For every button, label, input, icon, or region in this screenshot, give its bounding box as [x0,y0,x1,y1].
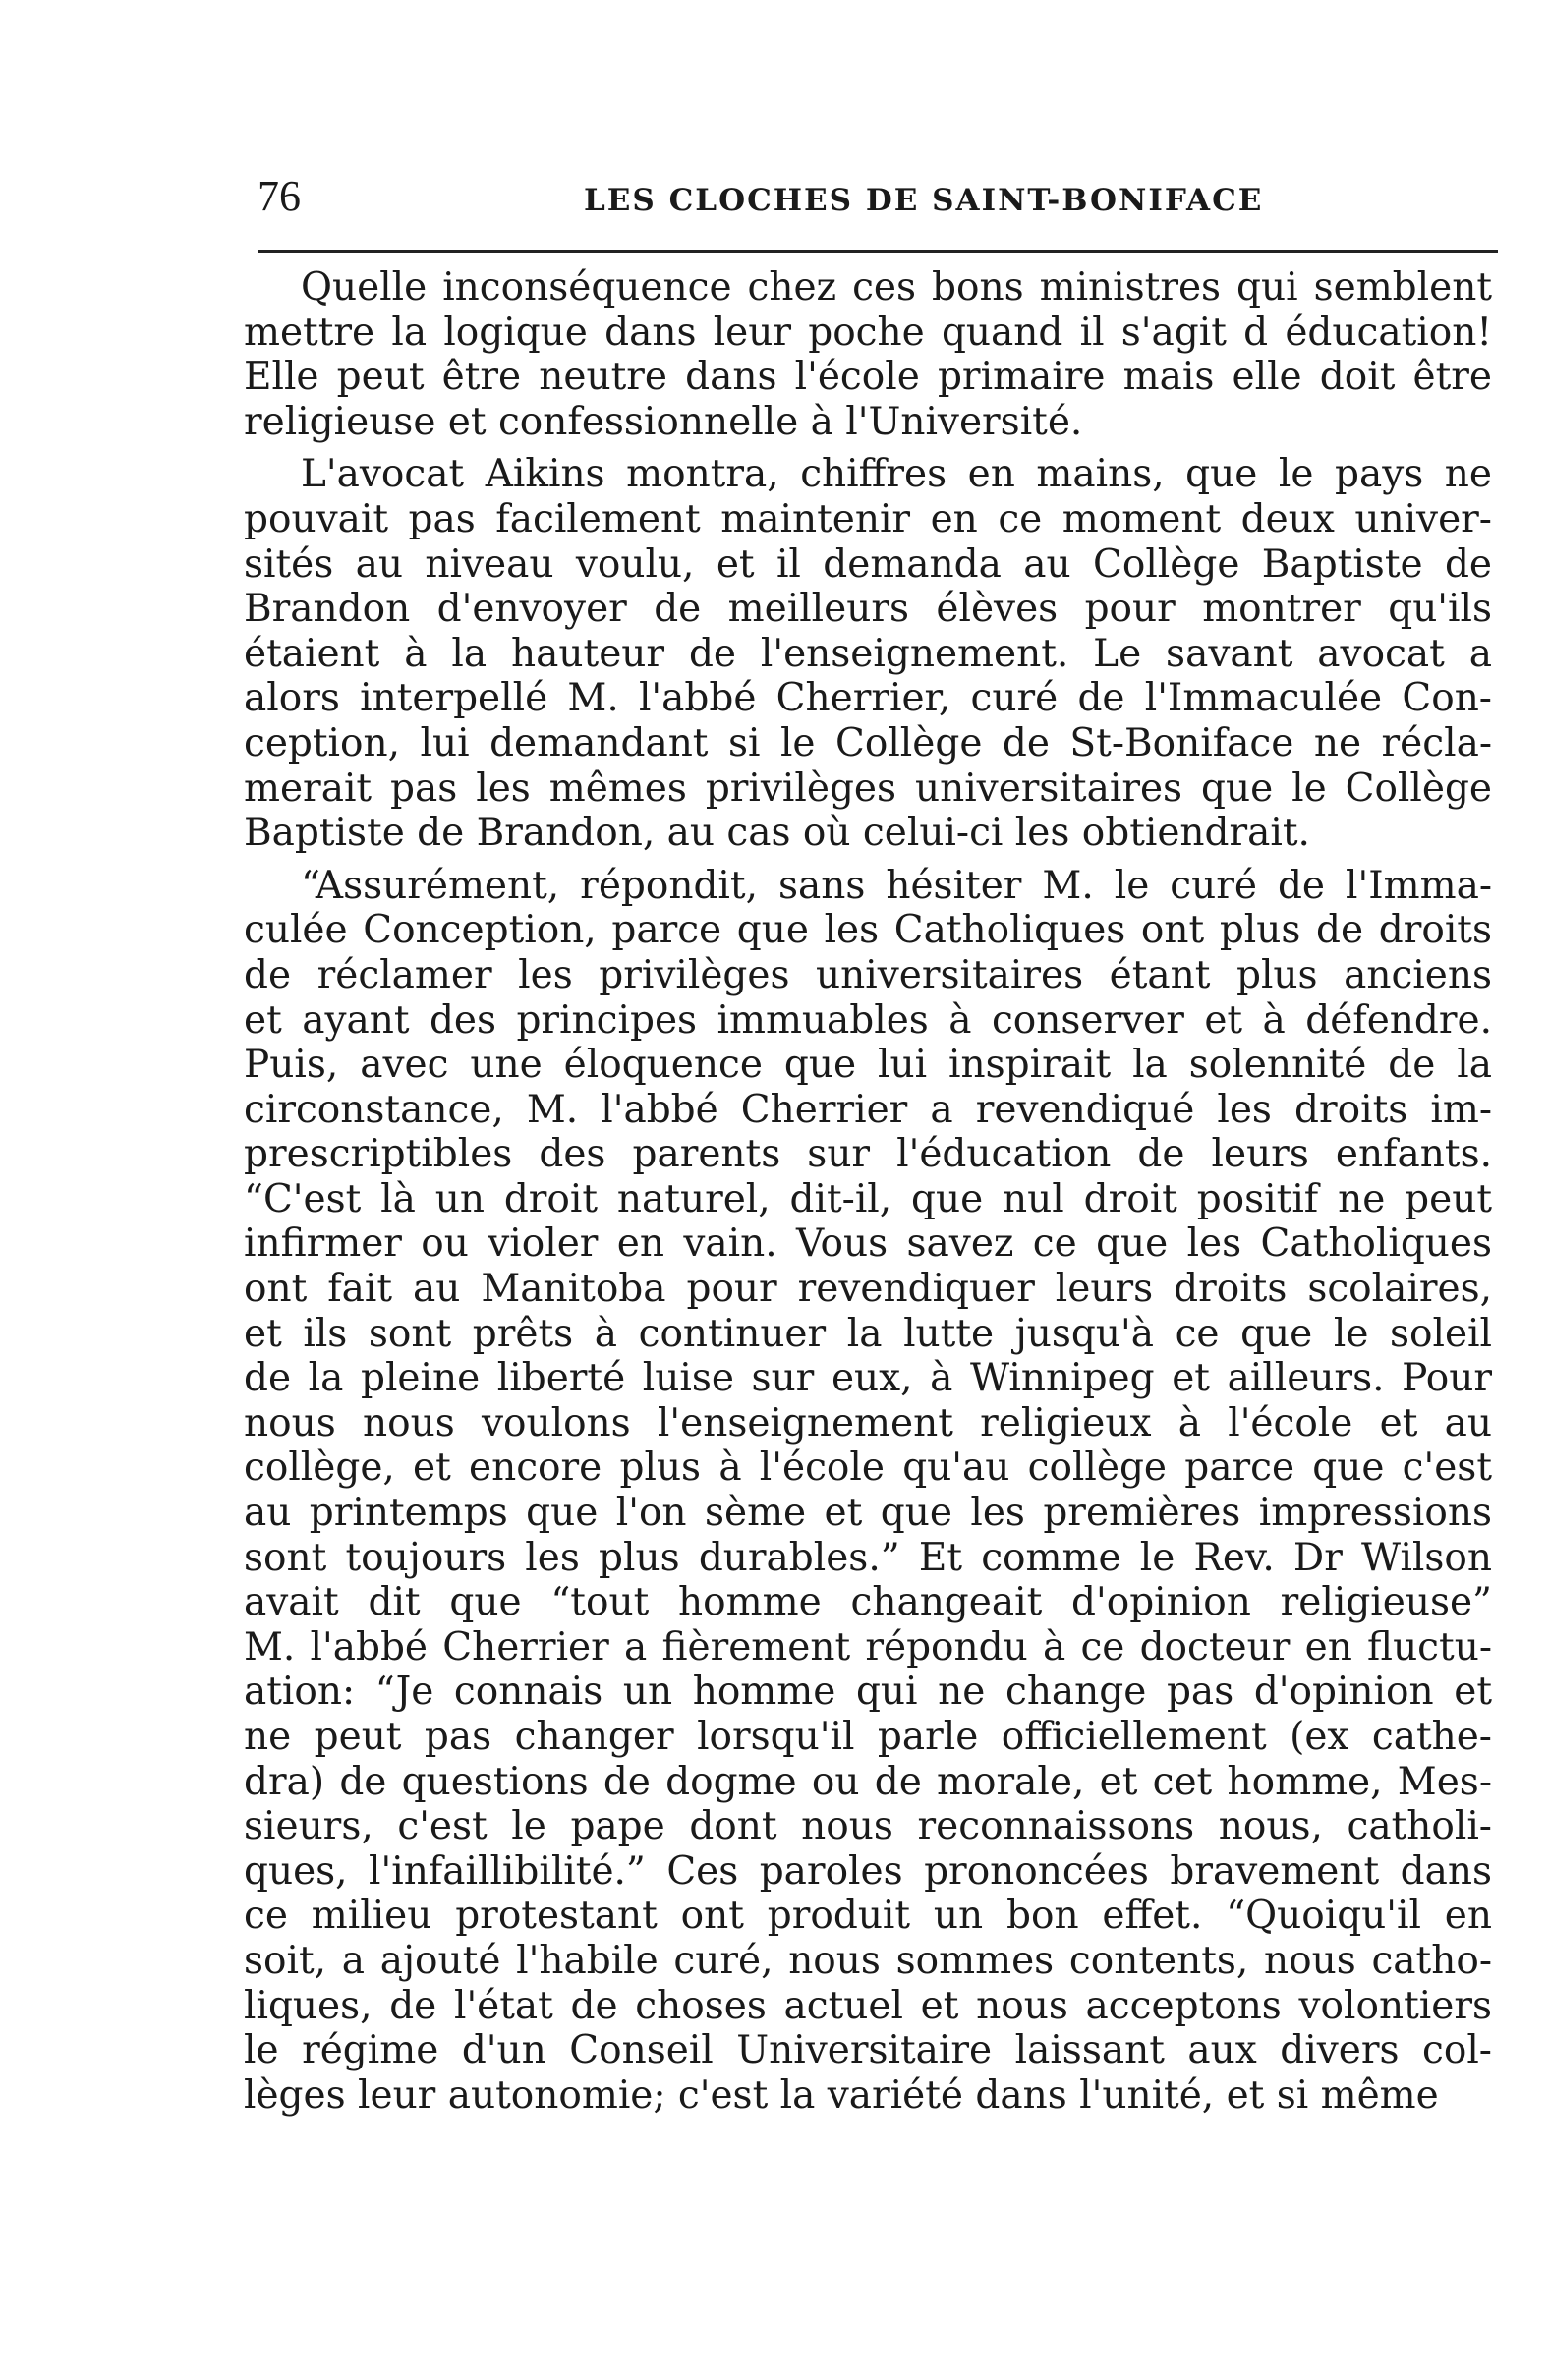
text-line: merait pas les mêmes privilèges universitaires que le Collège [244,765,1492,811]
text-line: et ils sont prêts à continuer la lutte jusqu'à ce que le soleil [244,1311,1492,1356]
text-line: “C'est là un droit naturel, dit-il, que nul droit positif ne peut [244,1176,1492,1221]
text-line: sont toujours les plus durables.” Et comme le Rev. Dr Wilson [244,1535,1492,1580]
text-line: collège, et encore plus à l'école qu'au collège parce que c'est [244,1445,1492,1491]
text-line: ation: “Je connais un homme qui ne change pas d'opinion et [244,1670,1492,1715]
running-header [258,169,1498,232]
text-line: religieuse et confessionnelle à l'Université. [244,399,1083,444]
text-line: culée Conception, parce que les Catholiques ont plus de droits [244,908,1492,953]
text-line: ne peut pas changer lorsqu'il parle officiellement (ex cathe- [244,1715,1492,1759]
paragraph [244,265,1492,444]
text-line: de réclamer les privilèges universitaires étant plus anciens [244,952,1492,997]
running-title: LES CLOCHES DE SAINT-BONIFACE [584,183,1264,218]
text-line: ques, l'infaillibilité.” Ces paroles prononcées bravement dans [244,1848,1492,1894]
text-line: sités au niveau voulu, et il demanda au Collège Baptiste de [244,541,1492,587]
text-line: prescriptibles des parents sur l'éducation de leurs enfants. [244,1132,1492,1177]
text-line: infirmer ou violer en vain. Vous savez ce que les Catholiques [244,1221,1492,1267]
text-line: L'avocat Aikins montra, chiffres en mains, que le pays ne [301,452,1492,497]
text-line: dra) de questions de dogme ou de morale, et cet homme, Mes- [244,1759,1492,1804]
text-line: mettre la logique dans leur poche quand il s'agit d éducation! [244,310,1492,355]
paragraph [244,452,1492,855]
text-line: circonstance, M. l'abbé Cherrier a revendiqué les droits im- [244,1087,1492,1132]
text-line: au printemps que l'on sème et que les premières impressions [244,1491,1492,1536]
text-line: le régime d'un Conseil Universitaire laissant aux divers col- [244,2028,1492,2073]
text-line: M. l'abbé Cherrier a fièrement répondu à ce docteur en fluctu- [244,1624,1492,1670]
text-line: sieurs, c'est le pape dont nous reconnaissons nous, catholi- [244,1804,1492,1849]
text-line: Baptiste de Brandon, au cas où celui-ci les obtiendrait. [244,811,1310,856]
text-line: Brandon d'envoyer de meilleurs élèves pour montrer qu'ils [244,587,1492,632]
text-line: soit, a ajouté l'habile curé, nous sommes contents, nous catho- [244,1938,1492,1983]
text-line: avait dit que “tout homme changeait d'opinion religieuse” [244,1580,1492,1625]
paragraph [244,864,1492,2119]
text-line: étaient à la hauteur de l'enseignement. Le savant avocat a [244,631,1492,676]
text-line: Elle peut être neutre dans l'école primaire mais elle doit être [244,355,1492,400]
page-number: 76 [258,172,301,220]
text-line: ce milieu protestant ont produit un bon effet. “Quoiqu'il en [244,1894,1492,1939]
text-line: et ayant des principes immuables à conserver et à défendre. [244,997,1492,1043]
text-line: “Assurément, répondit, sans hésiter M. le curé de l'Imma- [301,863,1492,908]
text-line: ont fait au Manitoba pour revendiquer leurs droits scolaires, [244,1267,1492,1312]
body-text [244,265,1492,2125]
text-line: ception, lui demandant si le Collège de St-Boniface ne récla- [244,720,1492,765]
text-line: liques, de l'état de choses actuel et nous acceptons volontiers [244,1983,1492,2028]
text-line: alors interpellé M. l'abbé Cherrier, curé de l'Immaculée Con- [244,676,1492,721]
text-line: de la pleine liberté luise sur eux, à Winnipeg et ailleurs. Pour [244,1356,1492,1401]
text-line: lèges leur autonomie; c'est la variété dans l'unité, et si même [244,2072,1439,2118]
text-line: Quelle inconséquence chez ces bons ministres qui semblent [301,265,1492,310]
text-line: Puis, avec une éloquence que lui inspirait la solennité de la [244,1043,1492,1088]
text-line: pouvait pas facilement maintenir en ce moment deux univer- [244,496,1492,541]
text-line: nous nous voulons l'enseignement religieux à l'école et au [244,1400,1492,1445]
header-rule [258,250,1498,253]
